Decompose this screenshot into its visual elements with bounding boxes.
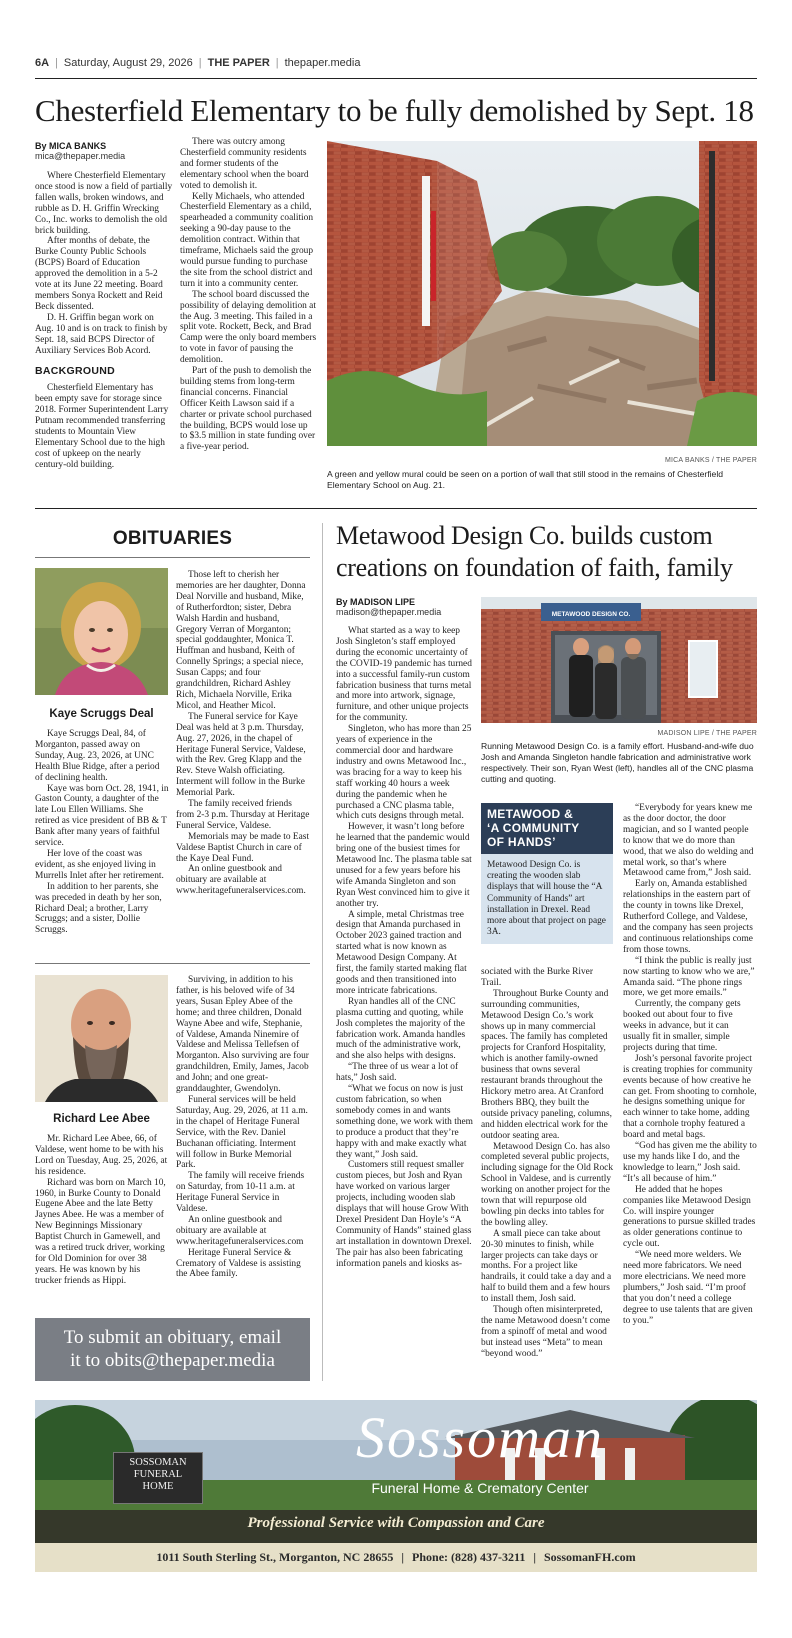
ad-contact-line: 1011 South Sterling St., Morganton, NC 28655 | Phone: (828) 437-3211 | SossomanFH.com [156, 1550, 636, 1564]
ad-subtitle: Funeral Home & Crematory Center [371, 1480, 589, 1496]
community-of-hands-sidebar [481, 803, 613, 960]
obit-richard-col-2 [176, 975, 310, 1280]
paragraph: An online guestbook and obituary are available at www.heritagefuneralservices.com [176, 1214, 304, 1247]
paragraph: “Everybody for years knew me as the door doctor, the door magician, and so I wanted people to know that we do more than wood, that we also do welding and metal work, so that’s where Metawood came from,” Josh said. [623, 803, 754, 879]
page-number: 6A [35, 57, 50, 69]
ad-website[interactable]: SossomanFH.com [544, 1550, 636, 1564]
metawood-headline [336, 520, 758, 584]
paragraph: Josh’s personal favorite project is creating trophies for community events because of how creative he can get. From shooting to cornhole, he designs something unique for each winner to take home, adding that a cornhole trophy featured a board and metal bags. [623, 1053, 757, 1141]
paragraph: Richard was born on March 10, 1960, in Burke County to Donald Eugene Abee and the late Betty Jaynes Abee. He was a member of New Beginnings Missionary Baptist Church in Gamewell, and was a retired truck driver, working for Old Dominion for over 38 years. He was known by his trucker friends as Hippi. [35, 1177, 166, 1286]
paragraph: Singleton, who has more than 25 years of experience in the commercial door and hardware industry and owns Metawood Inc., was bracing for a way to keep his staff working 40 hours a week during the pandemic when he purchased a CNC plasma table, which cuts designs through metal. [336, 724, 472, 822]
metawood-col2-body [481, 967, 615, 1360]
background-subhead: BACKGROUND [35, 365, 115, 378]
family-photo-illustration [481, 597, 757, 723]
paragraph: What started as a way to keep Josh Singleton’s staff employed during the economic uncertainty of the COVID-19 pandemic has turned into a successful family-run custom fabrication business that turns metal and more into artwork, signage, furniture, and other unique projects for the community. [336, 626, 472, 724]
metawood-byline: By MADISON LIPE [336, 597, 416, 607]
ad-address: 1011 South Sterling St., Morganton, NC 28655 [156, 1550, 394, 1564]
paragraph: Throughout Burke County and surrounding communities, Metawood Design Co.’s work shows up in many commercial spaces. The family has completed projects for Cranford Hospitality, which is another family-owned business that owns several restaurant brands throughout the Hickory metro area. At Cranford Brothers BBQ, they built the outside privacy paneling, columns, and hidden electrical work for the outdoor seating area. [481, 988, 612, 1141]
ad-brand: Sossoman [355, 1405, 605, 1470]
main-story-col-2 [180, 137, 317, 453]
paragraph: The school board discussed the possibility of delaying demolition at the Aug. 3 meeting. This failed in a split vote. Rockett, Beck, and Brad Camp were the only board members to vote in favor of pausing the demolition. [180, 289, 317, 366]
demolition-photo-caption: A green and yellow mural could be seen on a portion of wall that still stood in the remains of Chesterfield Elementary School on Aug. 21. [327, 469, 724, 490]
paragraph: A simple, metal Christmas tree design that Amanda purchased in October 2023 gained traction and started what is now known as Metawood Design Company. At first, the family started making flat goods and then transitioned into more intricate fabrications. [336, 909, 467, 996]
main-col1-body [35, 171, 173, 356]
paragraph: Kelly Michaels, who attended Chesterfield Elementary as a child, spearheaded a community coalition seeking a 90-day pause to the demolition contract. Within that timeframe, Michaels said the group would pursue funding to purchase the site from the school district and turn it into a community center. [180, 191, 314, 289]
paragraph: Chesterfield Elementary has been empty save for storage since 2018. Former Superintendent Larry Putnam recommended transferring students to Mountain View Elementary School due to the high cost of upkeep on the nearly century-old building. [35, 383, 169, 470]
family-photo-credit: MADISON LIPE / THE PAPER [657, 730, 757, 737]
obit-name-richard-abee: Richard Lee Abee [53, 1113, 150, 1125]
headline-line-2: creations on foundation of faith, family [336, 553, 733, 582]
submit-line-2[interactable]: it to obits@thepaper.media [70, 1350, 275, 1371]
demolition-scene-illustration [327, 141, 757, 446]
metawood-col3-body [623, 803, 757, 1327]
main-col1b-body [35, 383, 173, 470]
paragraph: “God has given me the ability to use my hands like I do, and the knowledge to learn,” Josh said. “It’s all because of him.” [623, 1141, 757, 1184]
section-rule [35, 508, 757, 509]
paragraph: After months of debate, the Burke County Public Schools (BCPS) Board of Education approved the demolition in a 5-2 vote at its June 22 meeting. Board members Sonya Rockett and Reid Beck dissented. [35, 236, 163, 312]
paragraph: Surviving, in addition to his father, is his beloved wife of 34 years, Susan Epley Abee of the home; and three children, Donald Wayne Abee and wife, Stephanie, of Valdese, Amanda Ninemire of Valdese and Melissa Tellefsen of Morganton. Also surviving are four grandchildren, Emily, James, Jacob and John; and one great-granddaughter, Gwendolyn. [176, 975, 309, 1095]
paragraph: Early on, Amanda established relationships in the eastern part of the county in towns like Drexel, Rutherford College, and Valdese, and the company has seen projects and continuous relationships come from those towns. [623, 879, 753, 955]
page-header: 6A | Saturday, August 29, 2026 | THE PAPER | thepaper.media [35, 57, 361, 69]
family-photo-caption: Running Metawood Design Co. is a family effort. Husband-and-wife duo Josh and Amanda Singleton handle fabrication and administrative work respectively. Their son, Ryan West (left), handles all of the CNC plasma cutting and quoting. [481, 741, 754, 784]
paragraph: There was outcry among Chesterfield community residents and former students of the elementary school when the board voted to demolish it. [180, 137, 309, 191]
main-story-col-1 [35, 141, 173, 471]
paragraph: Her love of the coast was evident, as she enjoyed living in Murrells Inlet after her retirement. [35, 848, 164, 881]
header-rule [35, 78, 757, 79]
main-byline: By MICA BANKS [35, 141, 107, 151]
obituaries-title: OBITUARIES [112, 528, 233, 549]
obit-separator [35, 963, 310, 964]
paragraph: He added that he hopes companies like Metawood Design Co. will inspire younger generations to pursue skilled trades as older generations continue to cycle out. [623, 1184, 756, 1250]
paragraph: The Funeral service for Kaye Deal was held at 3 p.m. Thursday, Aug. 27, 2026, in the chapel of Heritage Funeral Service, Valdese, with the Rev. Greg Klapp and the Rev. Steve Walsh officiating. Interment will follow in the Burke Memorial Park. [176, 711, 306, 799]
paragraph: Part of the push to demolish the building stems from long-term financial concerns. Financial Officer Keith Lawson said if a charter or private school purchased the building, BCPS would lose up to $3.5 million in state funding over a five-year period. [180, 366, 316, 453]
paragraph: A small piece can take about 20-30 minutes to finish, while larger projects can take days or months. For a project like handrails, it could take a day and a half to build them and a few hours to install them, Josh said. [481, 1228, 612, 1305]
paragraph: Kaye was born Oct. 28, 1941, in Gaston County, a daughter of the late Lou Ellen Williams. She retired as vice president of BB & T Bank after many years of faithful service. [35, 783, 169, 849]
paragraph: “We need more welders. We need more fabricators. We need more electricians. We need more plumbers,” Josh said. “I’m proof that you don’t need a college degree to use talents that are given to you.” [623, 1250, 753, 1326]
portrait-illustration [35, 568, 168, 695]
paragraph: An online guestbook and obituary are available at www.heritagefuneralservices.com. [176, 864, 306, 897]
obit-richard-col-1 [35, 1134, 169, 1287]
paragraph: Kaye Scruggs Deal, 84, of Morganton, passed away on Sunday, Aug. 23, 2026, at UNC Health Blue Ridge, after a period of declining health. [35, 729, 160, 783]
issue-date: Saturday, August 29, 2026 [63, 57, 193, 69]
sossoman-advertisement[interactable] [35, 1400, 757, 1572]
column-divider [322, 523, 323, 1381]
obit-kaye-col-2 [176, 570, 310, 897]
paragraph: Though often misinterpreted, the name Metawood doesn’t come from a spinoff of metal and wood but instead uses “Meta” to mean “beyond wood.” [481, 1305, 610, 1359]
paragraph: “I think the public is really just now starting to know who we are,” Amanda said. “The phone rings more, we get more emails.” [623, 955, 755, 999]
paragraph: sociated with the Burke River Trail. [481, 967, 593, 988]
paragraph: Mr. Richard Lee Abee, 66, of Valdese, went home to be with his Lord on Tuesday, Aug. 25, 2026, at his residence. [35, 1134, 168, 1177]
paragraph: Currently, the company gets booked out about four to five weeks in advance, but it can usually fit in smaller, simple projects during that time. [623, 999, 741, 1053]
portrait-illustration [35, 975, 168, 1102]
paragraph: Customers still request smaller custom pieces, but Josh and Ryan have worked on various larger projects, including wooden slab displays that will house Grow With Drexel President Dan Hoyle’s “A Community of Hands” stained glass art installation in downtown Drexel. The pair has also been fabricating information panels and kiosks as- [336, 1160, 472, 1269]
paper-name: THE PAPER [207, 57, 270, 69]
metawood-family-photo [481, 597, 757, 723]
ad-sign-line: HOME [142, 1481, 174, 1492]
ad-sign-line: FUNERAL [133, 1469, 183, 1480]
demolition-photo [327, 141, 757, 446]
paragraph: The family will receive friends on Saturday, from 10-11 a.m. at Heritage Funeral Service in Valdese. [176, 1171, 305, 1215]
paragraph: Funeral services will be held Saturday, Aug. 29, 2026, at 11 a.m. in the chapel of Heritage Funeral Service, with the Rev. Daniel Buchanan officiating. Interment will follow in Burke Memorial Park. [176, 1094, 308, 1171]
sidebar-title [481, 803, 613, 854]
main-col2-body [180, 137, 317, 453]
submit-line-1: To submit an obituary, email [63, 1327, 282, 1348]
submit-obituary-box[interactable] [35, 1318, 310, 1381]
paragraph: Metawood Design Co. has also completed several public projects, including signage for the Old Rock School in Valdese, and is currently working on another project for the town that will repurpose old bowling pin decks into tables for the bowling alley. [481, 1141, 614, 1228]
ad-phone[interactable]: Phone: (828) 437-3211 [412, 1550, 526, 1564]
paragraph: Where Chesterfield Elementary once stood is now a field of partially fallen walls, broken windows, and rubble as D. H. Griffin Wrecking Co., Inc. works to demolish the old brick building. [35, 171, 173, 236]
sidebar-title-line: ‘A COMMUNITY [487, 821, 580, 835]
ad-tagline: Professional Service with Compassion and Care [247, 1515, 545, 1531]
sidebar-title-line: OF HANDS’ [487, 835, 556, 849]
paragraph: The family received friends from 2-3 p.m. Thursday at Heritage Funeral Service, Valdese. [176, 799, 310, 831]
paragraph: However, it wasn’t long before he learned that the pandemic would bring one of the busiest times for Metawood Inc. The plasma table sat unused for a few years before his wife Amanda Singleton and son Ryan West convinced him to give it another try. [336, 822, 472, 909]
site-url[interactable]: thepaper.media [284, 57, 361, 69]
main-byline-email[interactable]: mica@thepaper.media [35, 151, 126, 161]
sidebar-title-line: METAWOOD & [487, 807, 574, 821]
richard-abee-portrait [35, 975, 168, 1102]
paragraph: Memorials may be made to East Valdese Baptist Church in care of the Kaye Deal Fund. [176, 831, 310, 864]
paragraph: “What we focus on now is just custom fabrication, so when somebody comes in and wants something done, we work with them to produce a product that they’re happy with and make exactly what they want,” Josh said. [336, 1084, 473, 1160]
paragraph: Ryan handles all of the CNC plasma cutting and quoting, while Josh completes the majority of the fabrication work. Amanda handles much of the administrative work, and she also helps with designs. [336, 996, 466, 1062]
ad-sign [113, 1452, 203, 1504]
metawood-byline-block [336, 597, 473, 1269]
kaye-deal-portrait [35, 568, 168, 695]
metawood-col1-body [336, 626, 473, 1269]
shop-sign: METAWOOD DESIGN CO. [551, 611, 631, 618]
headline-line-1: Metawood Design Co. builds custom [336, 521, 713, 550]
paragraph: Heritage Funeral Service & Crematory of Valdese is assisting the Abee family. [176, 1247, 301, 1280]
ad-sign-line: SOSSOMAN [129, 1457, 187, 1468]
paragraph: D. H. Griffin began work on Aug. 10 and is on track to finish by Sept. 18, said BCPS Director of Auxiliary Services Bob Acord. [35, 312, 168, 356]
paragraph: In addition to her parents, she was preceded in death by her son, Richard Deal; a brother, Larry Scruggs; and a sister, Dollie Scruggs. [35, 881, 162, 936]
paragraph: Those left to cherish her memories are her daughter, Donna Deal Norville and husband, Mike, of Rutherfordton; sister, Debra Walsh Hardin and husband, Gregory Verran of Morganton; special goddaughter, Monica T. Huffman and husband, Keith of Connelly Springs; a special niece, Susan Capps; and four grandchildren, Richard Ashley Rich, Michaela Norville, Erika Micol, and Heather Micol. [176, 570, 306, 711]
obit-name-kaye-deal: Kaye Scruggs Deal [49, 708, 154, 720]
metawood-byline-email[interactable]: madison@thepaper.media [336, 607, 442, 617]
demolition-photo-credit: MICA BANKS / THE PAPER [664, 457, 757, 464]
main-headline: Chesterfield Elementary to be fully demolished by Sept. 18 [35, 93, 754, 128]
paragraph: “The three of us wear a lot of hats,” Josh said. [336, 1062, 459, 1084]
obituaries-title-rule [35, 557, 310, 558]
obit-kaye-col-1 [35, 729, 169, 936]
sidebar-body: Metawood Design Co. is creating the wooden slab displays that will house the “A Community of Hands” art installation in Drexel. Read more about that project on page 3A. [481, 854, 613, 944]
